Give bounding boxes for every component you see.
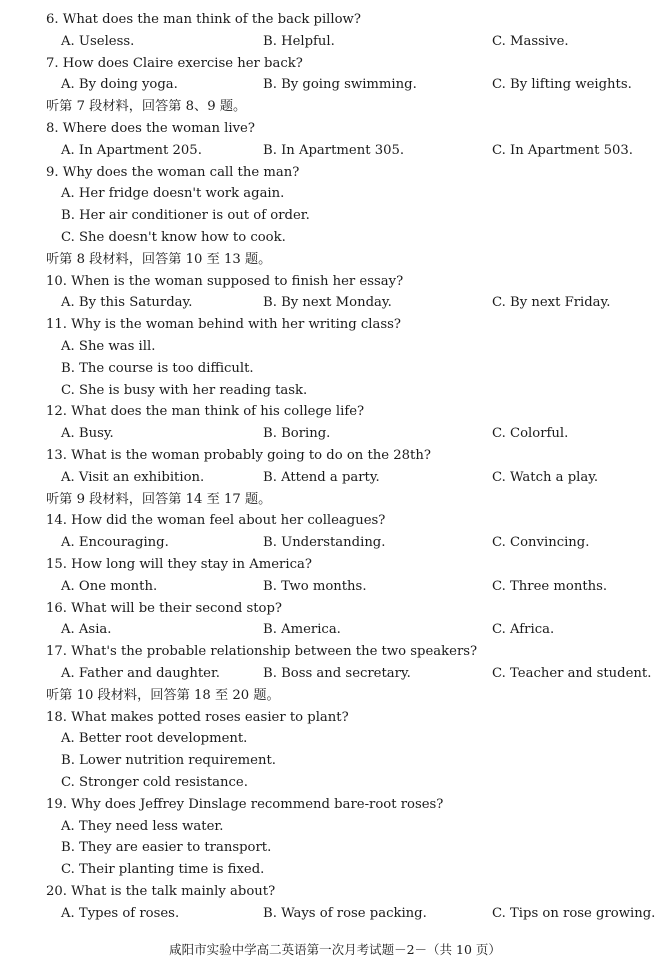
answer-option-b: B. In Apartment 305. bbox=[263, 142, 405, 158]
question-line bbox=[0, 794, 670, 815]
section-instruction bbox=[0, 685, 670, 706]
answer-option: B. The course is too difficult. bbox=[61, 360, 254, 376]
question-line bbox=[0, 598, 670, 619]
answer-option-b: B. Ways of rose packing. bbox=[263, 905, 427, 921]
answer-option-c: C. Watch a play. bbox=[492, 469, 599, 485]
answer-options-row bbox=[0, 903, 670, 924]
answer-option: C. Stronger cold resistance. bbox=[61, 775, 248, 790]
page-footer: 咸阳市实验中学高二英语第一次月考试题－2－（共 10 页） bbox=[169, 942, 501, 957]
answer-option-b: B. By going swimming. bbox=[263, 77, 417, 93]
answer-option-line bbox=[0, 336, 670, 357]
answer-option-c: C. Colorful. bbox=[492, 426, 569, 442]
answer-option-a: A. By this Saturday. bbox=[61, 295, 193, 311]
question-text: 20. What is the talk mainly about? bbox=[46, 884, 276, 899]
answer-option-b: B. Boss and secretary. bbox=[263, 666, 411, 681]
question-text: 11. Why is the woman behind with her writing class? bbox=[46, 317, 401, 333]
answer-option-line bbox=[0, 859, 670, 880]
answer-option-line bbox=[0, 837, 670, 858]
question-text: 7. How does Claire exercise her back? bbox=[46, 55, 303, 71]
question-line bbox=[0, 707, 670, 728]
question-text: 6. What does the man think of the back pillow? bbox=[46, 12, 361, 27]
answer-option-line bbox=[0, 227, 670, 248]
question-line bbox=[0, 554, 670, 575]
question-line bbox=[0, 162, 670, 183]
answer-option-a: A. In Apartment 205. bbox=[61, 142, 202, 158]
section-instruction bbox=[0, 96, 670, 117]
answer-option-line bbox=[0, 358, 670, 379]
section-instruction bbox=[0, 489, 670, 510]
question-text: 15. How long will they stay in America? bbox=[46, 557, 312, 572]
answer-options-row bbox=[0, 663, 670, 684]
answer-option: B. Her air conditioner is out of order. bbox=[61, 208, 310, 224]
question-text: 13. What is the woman probably going to do on the 28th? bbox=[46, 448, 431, 463]
answer-option-b: B. Two months. bbox=[263, 578, 367, 594]
answer-option-b: B. America. bbox=[263, 622, 341, 638]
question-line bbox=[0, 641, 670, 662]
answer-option-c: C. Teacher and student. bbox=[492, 666, 652, 681]
question-line bbox=[0, 53, 670, 74]
answer-option-a: A. Encouraging. bbox=[61, 535, 169, 551]
answer-options-row bbox=[0, 576, 670, 597]
question-text: 8. Where does the woman live? bbox=[46, 121, 255, 136]
question-text: 17. What's the probable relationship between the two speakers? bbox=[46, 644, 478, 660]
answer-options-row bbox=[0, 292, 670, 313]
answer-option-line bbox=[0, 728, 670, 749]
answer-option-c: C. Three months. bbox=[492, 578, 608, 594]
answer-option-c: C. By lifting weights. bbox=[492, 77, 632, 93]
answer-option-b: B. By next Monday. bbox=[263, 295, 392, 311]
question-line bbox=[0, 445, 670, 466]
question-line bbox=[0, 314, 670, 335]
answer-options-row bbox=[0, 532, 670, 553]
question-line bbox=[0, 881, 670, 902]
section-instruction-text: 听第 9 段材料，回答第 14 至 17 题。 bbox=[46, 491, 272, 507]
answer-option-c: C. Africa. bbox=[492, 622, 555, 638]
answer-option-b: B. Helpful. bbox=[263, 33, 335, 49]
answer-option-a: A. Busy. bbox=[61, 426, 114, 442]
question-text: 10. When is the woman supposed to finish her essay? bbox=[46, 273, 404, 289]
question-line bbox=[0, 271, 670, 292]
answer-option: A. She was ill. bbox=[61, 339, 156, 354]
answer-option: C. She doesn't know how to cook. bbox=[61, 230, 286, 245]
section-instruction bbox=[0, 249, 670, 270]
question-text: 14. How did the woman feel about her colleagues? bbox=[46, 513, 386, 529]
answer-option-line bbox=[0, 816, 670, 837]
answer-option-b: B. Understanding. bbox=[263, 535, 386, 551]
answer-option-a: A. Visit an exhibition. bbox=[61, 469, 205, 485]
answer-options-row bbox=[0, 423, 670, 444]
answer-option-a: A. By doing yoga. bbox=[61, 77, 178, 93]
question-line bbox=[0, 510, 670, 531]
section-instruction-text: 听第 8 段材料，回答第 10 至 13 题。 bbox=[46, 251, 272, 267]
answer-option: B. They are easier to transport. bbox=[61, 840, 272, 856]
question-text: 19. Why does Jeffrey Dinslage recommend bare-root roses? bbox=[46, 796, 444, 812]
answer-option: A. Her fridge doesn't work again. bbox=[61, 186, 285, 202]
question-line bbox=[0, 118, 670, 139]
question-text: 9. Why does the woman call the man? bbox=[46, 164, 300, 180]
answer-option-line bbox=[0, 772, 670, 793]
answer-option-line bbox=[0, 380, 670, 401]
question-text: 16. What will be their second stop? bbox=[46, 600, 282, 616]
answer-option-c: C. Tips on rose growing. bbox=[492, 905, 656, 921]
answer-option-c: C. In Apartment 503. bbox=[492, 142, 633, 158]
answer-option-line bbox=[0, 183, 670, 204]
answer-options-row bbox=[0, 140, 670, 161]
section-instruction-text: 听第 7 段材料，回答第 8、9 题。 bbox=[46, 99, 247, 115]
answer-option-b: B. Attend a party. bbox=[263, 469, 380, 485]
answer-option-line bbox=[0, 205, 670, 226]
answer-option-a: A. Types of roses. bbox=[61, 905, 180, 921]
question-text: 18. What makes potted roses easier to plant? bbox=[46, 709, 349, 725]
answer-option-line bbox=[0, 750, 670, 771]
answer-options-row bbox=[0, 31, 670, 52]
answer-options-row bbox=[0, 74, 670, 95]
answer-option-c: C. Massive. bbox=[492, 33, 569, 49]
answer-option-c: C. By next Friday. bbox=[492, 295, 611, 311]
answer-option-a: A. One month. bbox=[61, 578, 158, 594]
answer-option-a: A. Useless. bbox=[61, 33, 135, 49]
question-text: 12. What does the man think of his college life? bbox=[46, 404, 365, 420]
question-line bbox=[0, 401, 670, 422]
answer-option-c: C. Convincing. bbox=[492, 535, 590, 551]
answer-options-row bbox=[0, 619, 670, 640]
answer-option-a: A. Father and daughter. bbox=[61, 666, 220, 681]
answer-option-a: A. Asia. bbox=[61, 622, 112, 638]
answer-option: C. Their planting time is fixed. bbox=[61, 862, 265, 878]
section-instruction-text: 听第 10 段材料，回答第 18 至 20 题。 bbox=[46, 687, 280, 703]
question-line bbox=[0, 9, 670, 30]
answer-option: A. They need less water. bbox=[61, 818, 224, 834]
answer-option: A. Better root development. bbox=[61, 731, 248, 747]
answer-option: C. She is busy with her reading task. bbox=[61, 382, 308, 398]
answer-option-b: B. Boring. bbox=[263, 426, 331, 442]
answer-option: B. Lower nutrition requirement. bbox=[61, 753, 276, 769]
answer-options-row bbox=[0, 467, 670, 488]
